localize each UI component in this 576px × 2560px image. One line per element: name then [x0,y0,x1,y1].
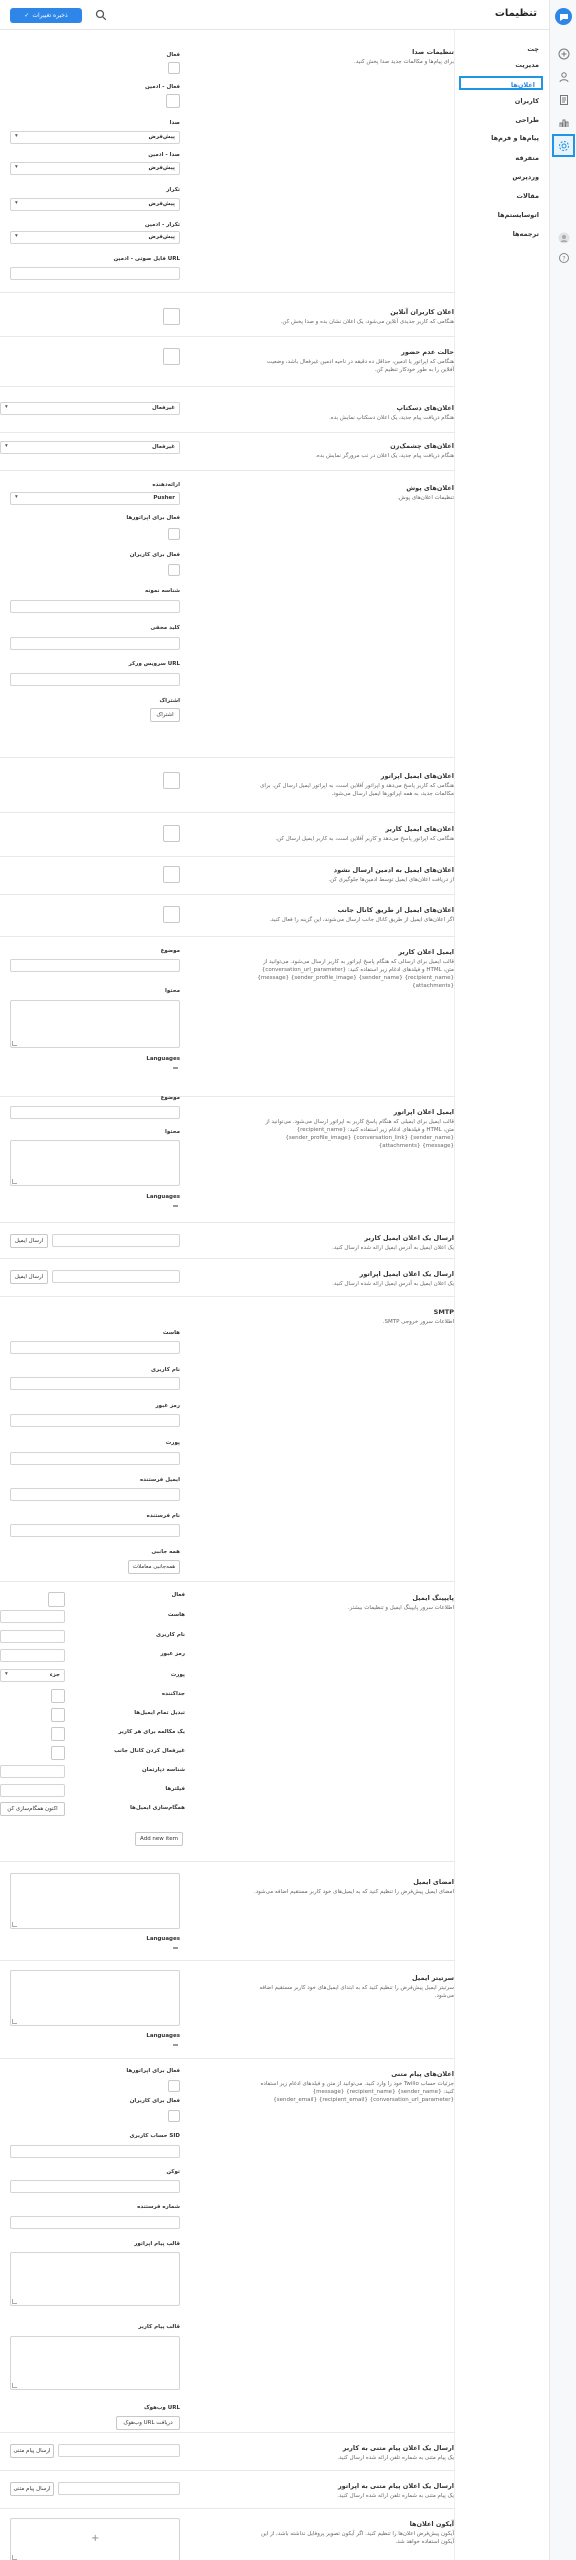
other-channel-checkbox[interactable] [163,906,180,923]
desktop-title: اعلان‌های دسکتاپ [396,404,454,412]
piping-password-input[interactable] [0,1649,65,1662]
icon-sidebar [549,0,576,2560]
desktop-desc: هنگام دریافت پیام جدید، یک اعلان دسکتاپ نمایش بده. [329,415,454,421]
notification-icon-title: آیکون اعلان‌ها [409,2520,454,2528]
nav-wordpress[interactable]: وردپرس [512,173,539,181]
sms-users-checkbox[interactable] [168,2110,180,2122]
piping-username-input[interactable] [0,1630,65,1643]
sms-agents-checkbox[interactable] [168,2080,180,2092]
save-button[interactable]: ذخیره تغییرات ✓ [10,8,82,23]
test-user-email-title: ارسال یک اعلان ایمیل کاربر [364,1234,454,1242]
piping-disable-channel-checkbox[interactable] [51,1746,65,1760]
sms-user-test-input[interactable] [58,2444,180,2457]
nav-admin[interactable]: مدیریت [515,61,539,69]
help-icon[interactable] [554,248,573,267]
piping-one-conversation-checkbox[interactable] [51,1727,65,1741]
online-title: اعلان کاربران آنلاین [390,308,454,316]
repeat-admin-select[interactable]: پیش‌فرض ▾ [10,231,180,244]
push-provider-select[interactable]: Pusher ▾ [10,492,180,505]
settings-content: تنظیمات صدا برای پیام‌ها و مکالمات جدید صدا پخش کنید. فعال فعال - ادمین صدا پیش‌فرض ▾ صدا - ادمین پیش‌فرض ▾ تکرار پیش‌فرض ▾ تکرار - ادمین پیش‌فرض ▾ URL فایل صوتی - ادمین اعلان کاربران آنلاین هنگامی که کاربر جدیدی آنلاین می‌شود، یک اعلان نشان بده و صدا پخش کن. حالت عدم حضور هنگامی که اپراتور یا ادمین، حداقل ده دقیقه در ناحیه ادمین غیرفعال باشد، وضعیت آفلاین را به طور خودکار تنظیم کن. اعلان‌های دسکتاپ هنگام دریافت پیام جدید، یک اعلان دسکتاپ نمایش بده. غیرفعال ▾ اعلان‌های چشمک‌زن هنگام دریافت پیام جدید، یک اعلان در تب مرورگر نمایش بده. غیرفعال ▾ اعلان‌های پوش تنظیمات اعلان‌های پوش. ارائه‌دهنده Pusher ▾ فعال برای اپراتورها فعال برای کاربران شناسه نمونه کلید مخفی URL سرویس ورکر اشتراک اشتراک اعلان‌های ایمیل اپراتور هنگامی که کاربر پاسخ می‌دهد و اپراتور آفلاین است، به اپراتور ایمیل ارسال کن. برای مکالمات جدید، به همه اپراتورها ایمیل ارسال می‌شود. اعلان‌های ایمیل کاربر هنگامی که اپراتور پاسخ می‌دهد و کاربر آفلاین است، به کاربر ایمیل ارسال کن. اعلان‌های ایمیل به ادمین ارسال نشود از دریافت اعلان‌های ایمیل توسط ادمین‌ها جلوگیری کن. اعلان‌های ایمیل از طریق کانال جانب اگر اعلان‌های ایمیل از طریق کانال جانب ارسال می‌شوند، این گزینه را فعال کنید. ایمیل اعلان کاربر قالب ایمیل برای ارسالی که هنگام پاسخ اپراتور به کاربر ارسال می‌شود. می‌توانید از متن، HTML و فیلدهای ادغام زیر استفاده کنید: {conversation_url_parameter} {recipient_name} {sender_name} {sender_profile_image} {message} {attachments} موضوع محتوا Languages ایمیل اعلان اپراتور قالب ایمیل برای ایمیلی که هنگام پاسخ کاربر به اپراتور ارسال می‌شود. می‌توانید از متن، HTML و فیلدهای ادغام زیر استفاده کنید: {recipient_name} {sender_name} {conversation_link} {sender_profile_image} {message} {attachments} موضوع محتوا Languages ارسال یک اعلان ایمیل کاربر یک اعلان ایمیل به آدرس ایمیل ارائه شده ارسال کنید. ارسال ایمیل ارسال یک اعلان ایمیل اپراتور یک اعلان ایمیل به آدرس ایمیل ارائه شده ارسال کنید. ارسال ایمیل SMTP اطلاعات سرور خروجی SMTP. هاست نام کاربری رمز عبور پورت ایمیل فرستنده نام فرستنده همه‌ جانبی همه‌جانبی معاملات پایپینگ ایمیل اطلاعات سرور پایپینگ ایمیل و تنظیمات بیشتر. فعال هاست نام کاربری رمز عبور پورت جزء ▾ جداکننده تبدیل تمام ایمیل‌ها یک مکالمه برای هر کاربر غیرفعال کردن کانال جانب شناسه دپارتمان فیلترها همگام‌سازی ایمیل‌ها اکنون همگام‌سازی کن Add new item امضای ایمیل امضای ایمیل پیش‌فرض را تنظیم کنید که به ایمیل‌های خود کاربر مستقیم اضافه می‌شود. Languages سرتیتر ایمیل سرتیتر ایمیل پیش‌فرض را تنظیم کنید که به ابتدای ایمیل‌های خود کاربر مستقیم اضافه می‌شود. Languages اعلان‌های پیام متنی جزئیات حساب Twilio خود را وارد کنید. می‌توانید از متن و فیلدهای ادغام زیر استفاده کنید: {sender_name} {recipient_name} {message} {conversation_url_parameter} {recipient_email} {sender_email} فعال برای اپراتورها فعال برای کاربران SID حساب کاربری توکن شماره فرستنده قالب پیام اپراتور قالب پیام کاربر URL وب‌هوک دریافت URL وب‌هوک ارسال یک اعلان پیام متنی به کاربر یک پیام متنی به شماره تلفن ارائه شده ارسال کنید. ارسال پیام متنی ارسال یک اعلان پیام متنی به اپراتور یک پیام متنی به شماره تلفن ارائه شده ارسال کنید. ارسال پیام متنی آیکون اعلان‌ها آیکون پیش‌فرض اعلان‌ها را تنظیم کنید. اگر آیکون تصویر پروفایل نداشته باشد، از این آیکون استفاده خواهد شد. + [0,30,454,2560]
signature-desc: امضای ایمیل پیش‌فرض را تنظیم کنید که به ایمیل‌های خود کاربر مستقیم اضافه می‌شود. [253,1889,454,1895]
sms-sender-input[interactable] [10,2216,180,2229]
nav-design[interactable]: طراحی [515,116,539,124]
repeat-select[interactable]: پیش‌فرض ▾ [10,198,180,211]
push-instance-input[interactable] [10,600,180,613]
user-template-body-textarea[interactable] [10,1000,180,1048]
nav-notifications[interactable]: اعلان‌ها [459,76,543,90]
piping-convert-all-checkbox[interactable] [51,1708,65,1722]
piping-active-checkbox[interactable] [48,1592,65,1607]
smtp-password-input[interactable] [10,1414,180,1427]
agent-email-title: اعلان‌های ایمیل اپراتور [380,772,454,780]
piping-title: پایپینگ ایمیل [412,1594,454,1602]
email-header-desc: سرتیتر ایمیل پیش‌فرض را تنظیم کنید که به ابتدای ایمیل‌های خود کاربر مستقیم اضافه می‌شود. [259,1985,454,1999]
sounds-admin-checkbox[interactable] [166,94,180,108]
sms-webhook-button[interactable]: دریافت URL وب‌هوک [116,2416,180,2430]
users-icon[interactable] [554,67,573,86]
test-user-email-desc: یک اعلان ایمیل به آدرس ایمیل ارائه شده ارسال کنید. [332,1245,454,1251]
sms-agent-test-desc: یک پیام متنی به شماره تلفن ارائه شده ارسال کنید. [337,2493,454,2499]
user-template-title: ایمیل اعلان کاربر [398,948,454,956]
desktop-select[interactable]: غیرفعال ▾ [0,402,180,415]
smtp-port-input[interactable] [10,1452,180,1465]
push-controls: ارائه‌دهنده Pusher ▾ فعال برای اپراتورها فعال برای کاربران شناسه نمونه کلید مخفی URL سرویس ورکر اشتراک اشتراک [10,482,180,752]
agent-email-desc: هنگامی که کاربر پاسخ می‌دهد و اپراتور آفلاین است، به اپراتور ایمیل ارسال کن. برای مکالمات جدید، به همه اپراتورها ایمیل ارسال می‌شود. [260,783,454,797]
sound-url-input[interactable] [10,267,180,280]
reports-icon[interactable] [554,113,573,132]
nav-users[interactable]: کاربران [514,97,539,105]
sms-agent-test-input[interactable] [58,2482,180,2495]
notification-icon-desc: آیکون پیش‌فرض اعلان‌ها را تنظیم کنید. اگر آیکون تصویر پروفایل نداشته باشد، از این آیکون استفاده خواهد شد. [261,2531,454,2545]
test-agent-email-desc: یک اعلان ایمیل به آدرس ایمیل ارائه شده ارسال کنید. [332,1281,454,1287]
online-checkbox[interactable] [163,308,180,325]
test-user-email-button[interactable]: ارسال ایمیل [10,1234,48,1248]
push-subscribe-button[interactable]: اشتراک [150,708,180,722]
nav-articles[interactable]: مقالات [516,192,539,200]
user-template-languages[interactable]: Languages [146,1056,180,1062]
sms-user-test-title: ارسال یک اعلان پیام متنی به کاربر [342,2444,454,2452]
smtp-sender-name-input[interactable] [10,1524,180,1537]
sms-user-test-button[interactable]: ارسال پیام متنی [10,2444,54,2458]
flash-select[interactable]: غیرفعال ▾ [0,441,180,454]
avatar[interactable] [554,228,573,247]
piping-department-input[interactable] [0,1765,65,1778]
user-email-checkbox[interactable] [163,825,180,842]
sms-agent-test-button[interactable]: ارسال پیام متنی [10,2482,54,2496]
smtp-sender-email-input[interactable] [10,1488,180,1501]
push-users-checkbox[interactable] [168,564,180,576]
signature-title: امضای ایمیل [413,1878,454,1886]
smtp-username-input[interactable] [10,1377,180,1390]
other-channel-desc: اگر اعلان‌های ایمیل از طریق کانال جانب ارسال می‌شوند، این گزینه را فعال کنید. [269,917,454,923]
admin-email-desc: از دریافت اعلان‌های ایمیل توسط ادمین‌ها جلوگیری کن. [328,877,454,883]
search-icon[interactable] [95,9,107,21]
smtp-controls: هاست نام کاربری رمز عبور پورت ایمیل فرستنده نام فرستنده همه‌ جانبی [10,1330,180,1560]
sms-user-template-textarea[interactable] [10,2336,180,2390]
piping-host-input[interactable] [0,1610,65,1623]
away-title: حالت عدم حضور [401,348,454,356]
piping-port-select[interactable]: جزء ▾ [0,1669,65,1682]
other-channel-title: اعلان‌های ایمیل از طریق کانال جانب [337,906,454,914]
sounds-desc: برای پیام‌ها و مکالمات جدید صدا پخش کنید. [354,59,454,65]
piping-filters-input[interactable] [0,1784,65,1797]
smtp-check-button[interactable]: همه‌جانبی معاملات [128,1560,180,1574]
agent-email-checkbox[interactable] [163,772,180,789]
sms-sid-input[interactable] [10,2145,180,2158]
settings-nav [454,30,549,2560]
signature-textarea[interactable] [10,1873,180,1929]
away-desc: هنگامی که اپراتور یا ادمین، حداقل ده دقیقه در ناحیه ادمین غیرفعال باشد، وضعیت آفلاین را به طور خودکار تنظیم کن. [266,359,454,373]
test-user-email-input[interactable] [52,1234,180,1247]
piping-delimiter-checkbox[interactable] [51,1689,65,1703]
sounds-controls: فعال فعال - ادمین صدا پیش‌فرض ▾ صدا - ادمین پیش‌فرض ▾ تکرار پیش‌فرض ▾ تکرار - ادمین پیش‌فرض ▾ URL فایل صوتی - ادمین [10,48,180,273]
sms-user-test-desc: یک پیام متنی به شماره تلفن ارائه شده ارسال کنید. [337,2455,454,2461]
notification-icon-upload[interactable] [10,2518,180,2560]
push-sw-input[interactable] [10,673,180,686]
articles-icon[interactable] [554,90,573,109]
agent-template-subject-input[interactable] [10,1106,180,1119]
settings-icon[interactable] [554,136,573,155]
sms-token-input[interactable] [10,2180,180,2193]
nav-chat[interactable]: چت [527,45,539,53]
check-icon: ✓ [24,12,30,19]
nav-apps[interactable]: اتوسایستم‌ها [497,211,539,219]
piping-desc: اطلاعات سرور پایپینگ ایمیل و تنظیمات بیشتر. [347,1605,454,1611]
sounds-title: تنظیمات صدا [412,48,454,56]
smtp-host-input[interactable] [10,1341,180,1354]
logo-icon[interactable] [555,8,572,25]
sms-controls: فعال برای اپراتورها فعال برای کاربران SID حساب کاربری توکن شماره فرستنده قالب پیام اپراتور قالب پیام کاربر URL وب‌هوک دریافت URL وب‌هوک [10,2068,180,2453]
agent-template-title: ایمیل اعلان اپراتور [393,1108,454,1116]
top-header [0,0,549,30]
user-email-title: اعلان‌های ایمیل کاربر [385,825,454,833]
plus-icon: + [91,2533,100,2544]
push-secret-input[interactable] [10,637,180,650]
test-agent-email-input[interactable] [52,1270,180,1283]
push-title: اعلان‌های پوش [406,484,454,492]
conversations-icon[interactable] [554,44,573,63]
agent-template-body-textarea[interactable] [10,1140,180,1186]
piping-add-item-button[interactable]: Add new item [135,1832,183,1846]
sms-title: اعلان‌های پیام متنی [391,2070,454,2078]
sounds-active-checkbox[interactable] [168,62,180,74]
email-header-title: سرتیتر ایمیل [412,1974,454,1982]
nav-messages-forms[interactable]: پیام‌ها و فرم‌ها [491,134,539,142]
smtp-desc: اطلاعات سرور خروجی SMTP. [382,1319,454,1325]
smtp-title: SMTP [433,1308,454,1316]
test-agent-email-button[interactable]: ارسال ایمیل [10,1270,48,1284]
nav-translations[interactable]: ترجمه‌ها [512,230,539,238]
away-checkbox[interactable] [163,348,180,365]
online-desc: هنگامی که کاربر جدیدی آنلاین می‌شود، یک اعلان نشان بده و صدا پخش کن. [280,319,454,325]
flash-desc: هنگام دریافت پیام جدید، یک اعلان در تب مرورگر نمایش بده. [315,453,454,459]
user-template-desc: قالب ایمیل برای ارسالی که هنگام پاسخ اپراتور به کاربر ارسال می‌شود. می‌توانید از متن، HTML و فیلدهای ادغام زیر استفاده کنید: {conversation_url_parameter} {recipient_name} {sender_name} {sender_profile_image} {message} {attachments} [257,959,454,989]
piping-controls: فعال هاست نام کاربری رمز عبور پورت جزء ▾ جداکننده تبدیل تمام ایمیل‌ها یک مکالمه برای هر کاربر غیرفعال کردن کانال جانب شناسه دپارتمان فیلترها همگام‌سازی ایمیل‌ها اکنون همگام‌سازی کن Add new item [0,1592,185,1872]
piping-sync-button[interactable]: اکنون همگام‌سازی کن [0,1802,65,1816]
admin-email-checkbox[interactable] [163,866,180,883]
signature-languages[interactable]: Languages [146,1936,180,1942]
test-agent-email-title: ارسال یک اعلان ایمیل اپراتور [359,1270,454,1278]
agent-template-desc: قالب ایمیل برای ایمیلی که هنگام پاسخ کاربر به اپراتور ارسال می‌شود. می‌توانید از متن، HTML و فیلدهای ادغام زیر استفاده کنید: {recipient_name} {sender_name} {conversation_link} {sender_profile_image} {message} {attachments} [265,1119,454,1149]
agent-template-languages[interactable]: Languages [146,1194,180,1200]
push-agents-checkbox[interactable] [168,528,180,540]
page-title: تنظیمات [494,8,537,19]
user-template-subject-input[interactable] [10,959,180,972]
sms-desc: جزئیات حساب Twilio خود را وارد کنید. می‌توانید از متن و فیلدهای ادغام زیر استفاده کنید: {sender_name} {recipient_name} {message} {conversation_url_parameter} {recipient_email} {sender_email} [260,2081,454,2103]
sound-admin-select[interactable]: پیش‌فرض ▾ [10,162,180,175]
sound-select[interactable]: پیش‌فرض ▾ [10,131,180,144]
flash-title: اعلان‌های چشمک‌زن [390,442,454,450]
email-header-textarea[interactable] [10,1970,180,2026]
svg-text:?: ? [561,254,566,262]
sms-agent-template-textarea[interactable] [10,2252,180,2306]
admin-email-title: اعلان‌های ایمیل به ادمین ارسال نشود [333,866,454,874]
user-email-desc: هنگامی که اپراتور پاسخ می‌دهد و کاربر آفلاین است، به کاربر ایمیل ارسال کن. [275,836,454,842]
sms-agent-test-title: ارسال یک اعلان پیام متنی به اپراتور [337,2482,454,2490]
push-desc: تنظیمات اعلان‌های پوش. [397,495,454,501]
email-header-languages[interactable]: Languages [146,2033,180,2039]
nav-misc[interactable]: متفرقه [515,154,539,162]
